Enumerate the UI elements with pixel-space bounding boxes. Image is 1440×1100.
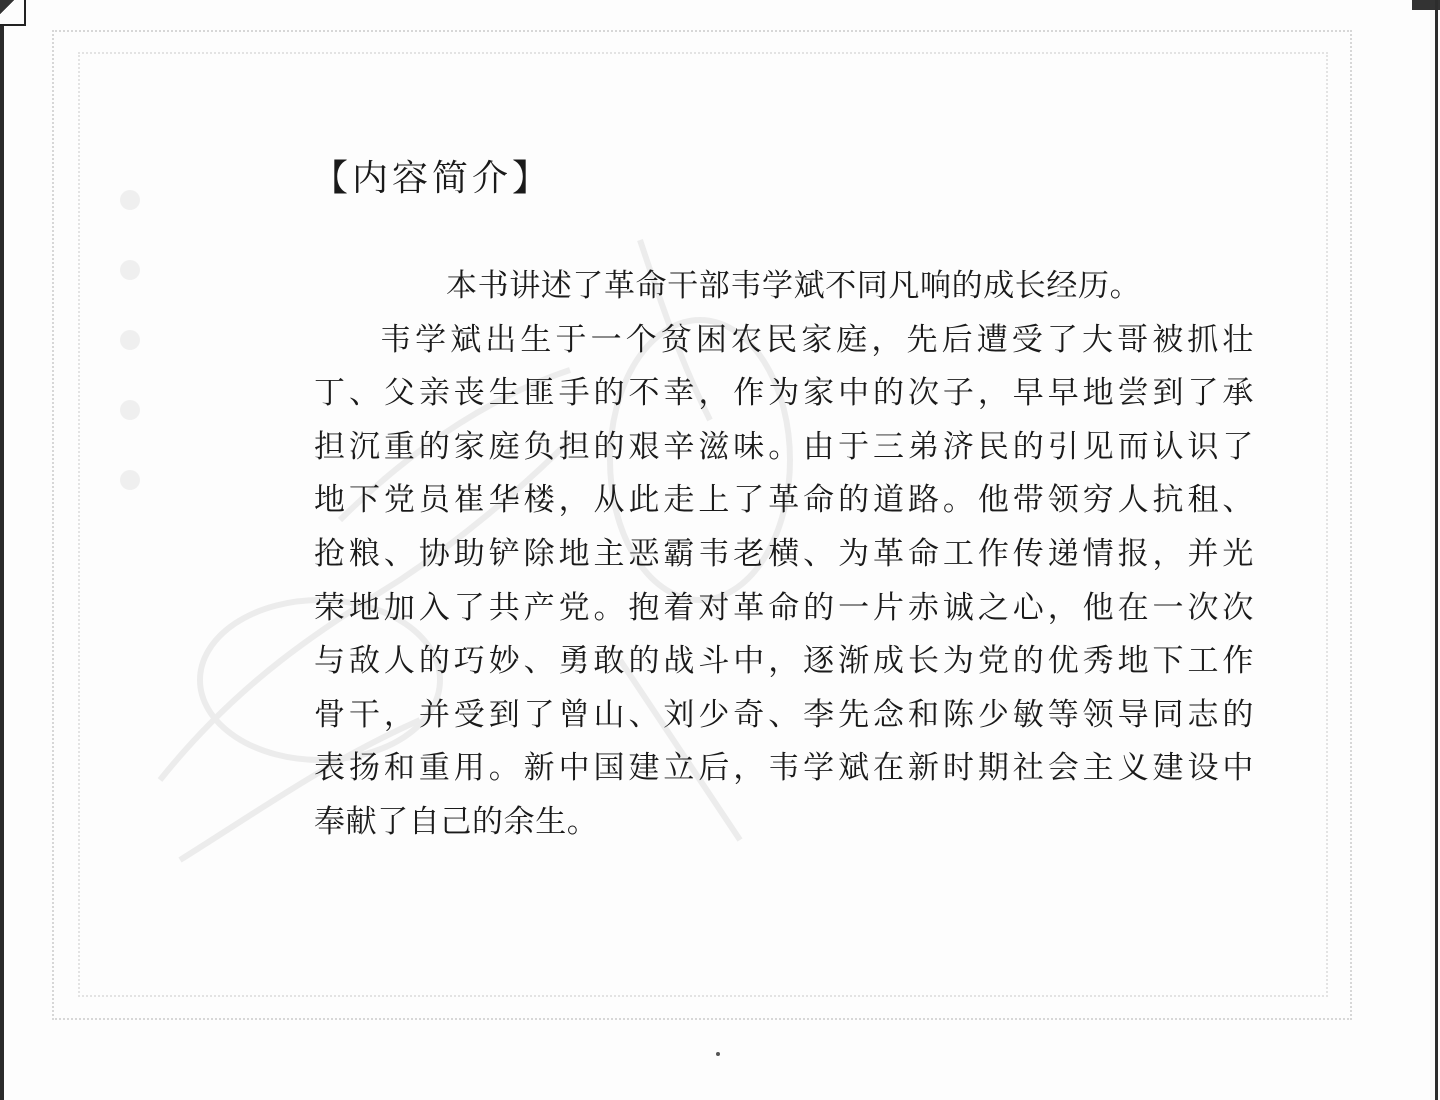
text-line: 丁、父亲丧生匪手的不幸，作为家中的次子，早早地尝到了承 <box>314 375 1254 412</box>
page-title: 【内容简介】 <box>312 158 553 199</box>
text-line: 荣地加入了共产党。抱着对革命的一片赤诚之心，他在一次次 <box>314 589 1254 626</box>
text-line: 担沉重的家庭负担的艰辛滋味。由于三弟济民的引见而认识了 <box>314 428 1254 465</box>
text-line: 韦学斌出生于一个贫困农民家庭，先后遭受了大哥被抓壮 <box>380 321 1254 358</box>
paragraph <box>314 314 1254 850</box>
scan-edge <box>1435 0 1438 1100</box>
scan-edge <box>0 26 4 1100</box>
text-line: 地下党员崔华楼，从此走上了革命的道路。他带领穷人抗租、 <box>314 482 1254 519</box>
text-line: 表扬和重用。新中国建立后，韦学斌在新时期社会主义建设中 <box>314 750 1254 787</box>
text-line: 抢粮、协助铲除地主恶霸韦老横、为革命工作传递情报，并光 <box>314 535 1254 572</box>
paragraph <box>314 260 1254 314</box>
text-line: 奉献了自己的余生。 <box>314 803 599 840</box>
scan-corner <box>0 0 26 26</box>
text-line: 本书讲述了革命干部韦学斌不同凡响的成长经历。 <box>446 268 1142 304</box>
text-line: 与敌人的巧妙、勇敢的战斗中，逐渐成长为党的优秀地下工作 <box>314 643 1254 680</box>
scan-speck <box>716 1052 720 1056</box>
summary-text <box>314 260 1254 850</box>
text-line: 骨干，并受到了曾山、刘少奇、李先念和陈少敏等领导同志的 <box>314 696 1254 733</box>
